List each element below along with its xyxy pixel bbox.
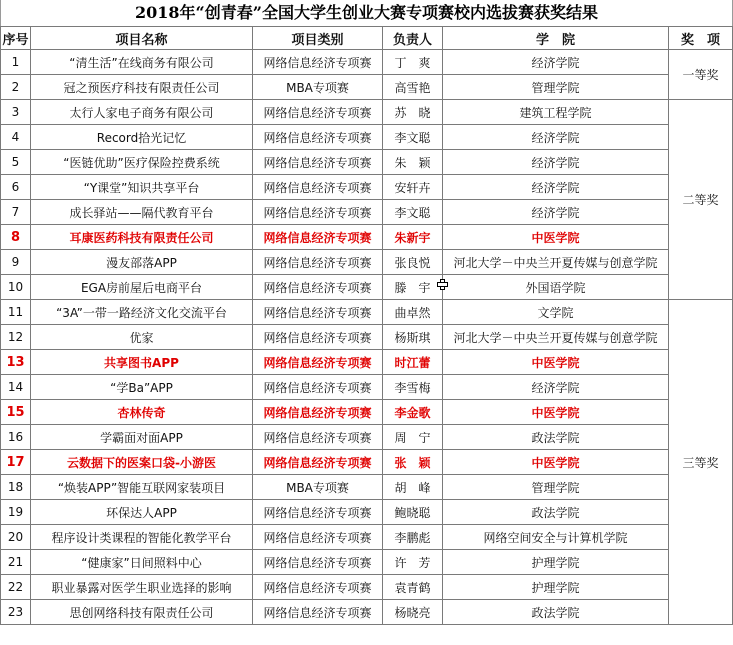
table-row	[1, 400, 733, 425]
header-idx[interactable]: 序号	[1, 27, 31, 50]
college-cell[interactable]: 中医学院	[443, 225, 669, 250]
project-name-cell[interactable]: 程序设计类课程的智能化教学平台	[31, 525, 253, 550]
leader-cell[interactable]: 胡 峰	[383, 475, 443, 500]
project-name-cell[interactable]: “健康家”日间照料中心	[31, 550, 253, 575]
header-project[interactable]: 项目名称	[31, 27, 253, 50]
project-name-cell[interactable]: “3A”一带一路经济文化交流平台	[31, 300, 253, 325]
table-row	[1, 50, 733, 75]
idx-cell[interactable]: 11	[1, 300, 31, 325]
idx-cell[interactable]: 6	[1, 175, 31, 200]
table-row	[1, 300, 733, 325]
project-name-cell[interactable]: “焕装APP”智能互联网家装项目	[31, 475, 253, 500]
college-cell[interactable]: 经济学院	[443, 150, 669, 175]
table-row	[1, 550, 733, 575]
idx-cell[interactable]: 7	[1, 200, 31, 225]
category-cell[interactable]: MBA专项赛	[253, 75, 383, 100]
table-row	[1, 525, 733, 550]
category-cell[interactable]: 网络信息经济专项赛	[253, 325, 383, 350]
college-cell[interactable]: 中医学院	[443, 350, 669, 375]
college-cell[interactable]: 经济学院	[443, 375, 669, 400]
project-name-cell[interactable]: 环保达人APP	[31, 500, 253, 525]
leader-cell[interactable]: 滕 宇	[383, 275, 443, 300]
table-row	[1, 150, 733, 175]
project-name-cell[interactable]: 共享图书APP	[31, 350, 253, 375]
project-name-cell[interactable]: “医链优助”医疗保险控费系统	[31, 150, 253, 175]
category-cell[interactable]: 网络信息经济专项赛	[253, 250, 383, 275]
college-cell[interactable]: 政法学院	[443, 600, 669, 625]
category-cell[interactable]: 网络信息经济专项赛	[253, 425, 383, 450]
college-cell[interactable]: 管理学院	[443, 75, 669, 100]
idx-cell[interactable]: 2	[1, 75, 31, 100]
project-name-cell[interactable]: 漫友部落APP	[31, 250, 253, 275]
header-category[interactable]: 项目类别	[253, 27, 383, 50]
category-cell[interactable]: 网络信息经济专项赛	[253, 275, 383, 300]
idx-cell[interactable]: 19	[1, 500, 31, 525]
category-cell[interactable]: 网络信息经济专项赛	[253, 300, 383, 325]
category-cell[interactable]: 网络信息经济专项赛	[253, 50, 383, 75]
leader-cell[interactable]: 袁青鹤	[383, 575, 443, 600]
project-name-cell[interactable]: 成长驿站——隔代教育平台	[31, 200, 253, 225]
table-row	[1, 225, 733, 250]
results-table	[0, 26, 733, 625]
project-name-cell[interactable]: “学Ba”APP	[31, 375, 253, 400]
category-cell[interactable]: 网络信息经济专项赛	[253, 575, 383, 600]
leader-cell[interactable]: 杨晓亮	[383, 600, 443, 625]
college-cell[interactable]: 外国语学院	[443, 275, 669, 300]
table-row	[1, 600, 733, 625]
college-cell[interactable]: 经济学院	[443, 125, 669, 150]
leader-cell[interactable]: 时江蕾	[383, 350, 443, 375]
college-cell[interactable]: 经济学院	[443, 175, 669, 200]
header-award[interactable]: 奖 项	[669, 27, 733, 50]
category-cell[interactable]: MBA专项赛	[253, 475, 383, 500]
college-cell[interactable]: 护理学院	[443, 550, 669, 575]
table-row	[1, 500, 733, 525]
leader-cell[interactable]: 杨斯琪	[383, 325, 443, 350]
leader-cell[interactable]: 李鹏彪	[383, 525, 443, 550]
category-cell[interactable]: 网络信息经济专项赛	[253, 350, 383, 375]
college-cell[interactable]: 建筑工程学院	[443, 100, 669, 125]
leader-cell[interactable]: 苏 晓	[383, 100, 443, 125]
table-row	[1, 75, 733, 100]
idx-cell[interactable]: 22	[1, 575, 31, 600]
category-cell[interactable]: 网络信息经济专项赛	[253, 375, 383, 400]
college-cell[interactable]: 政法学院	[443, 500, 669, 525]
header-college[interactable]: 学 院	[443, 27, 669, 50]
cell-cursor-icon	[437, 279, 448, 290]
project-name-cell[interactable]: 太行人家电子商务有限公司	[31, 100, 253, 125]
idx-cell[interactable]: 21	[1, 550, 31, 575]
college-cell[interactable]: 河北大学－中央兰开夏传媒与创意学院	[443, 250, 669, 275]
leader-cell[interactable]: 李雪梅	[383, 375, 443, 400]
college-cell[interactable]: 护理学院	[443, 575, 669, 600]
idx-cell[interactable]: 17	[1, 450, 31, 475]
idx-cell[interactable]: 23	[1, 600, 31, 625]
award-cell[interactable]: 二等奖	[669, 100, 733, 300]
table-row	[1, 175, 733, 200]
leader-cell[interactable]: 朱新宇	[383, 225, 443, 250]
project-name-cell[interactable]: 杏林传奇	[31, 400, 253, 425]
leader-cell[interactable]: 张良悦	[383, 250, 443, 275]
category-cell[interactable]: 网络信息经济专项赛	[253, 125, 383, 150]
table-row	[1, 200, 733, 225]
college-cell[interactable]: 河北大学－中央兰开夏传媒与创意学院	[443, 325, 669, 350]
idx-cell[interactable]: 3	[1, 100, 31, 125]
college-cell[interactable]: 网络空间安全与计算机学院	[443, 525, 669, 550]
award-cell[interactable]: 一等奖	[669, 50, 733, 100]
project-name-cell[interactable]: 耳康医药科技有限责任公司	[31, 225, 253, 250]
idx-cell[interactable]: 1	[1, 50, 31, 75]
leader-cell[interactable]: 张 颖	[383, 450, 443, 475]
category-cell[interactable]: 网络信息经济专项赛	[253, 550, 383, 575]
project-name-cell[interactable]: 学霸面对面APP	[31, 425, 253, 450]
leader-cell[interactable]: 周 宁	[383, 425, 443, 450]
category-cell[interactable]: 网络信息经济专项赛	[253, 200, 383, 225]
table-row	[1, 100, 733, 125]
table-row	[1, 575, 733, 600]
leader-cell[interactable]: 李文聪	[383, 200, 443, 225]
college-cell[interactable]: 中医学院	[443, 400, 669, 425]
leader-cell[interactable]: 曲卓然	[383, 300, 443, 325]
category-cell[interactable]: 网络信息经济专项赛	[253, 450, 383, 475]
idx-cell[interactable]: 9	[1, 250, 31, 275]
project-name-cell[interactable]: “清生活”在线商务有限公司	[31, 50, 253, 75]
header-leader[interactable]: 负责人	[383, 27, 443, 50]
category-cell[interactable]: 网络信息经济专项赛	[253, 525, 383, 550]
college-cell[interactable]: 中医学院	[443, 450, 669, 475]
project-name-cell[interactable]: 职业暴露对医学生职业选择的影响	[31, 575, 253, 600]
table-row	[1, 375, 733, 400]
category-cell[interactable]: 网络信息经济专项赛	[253, 100, 383, 125]
college-cell[interactable]: 经济学院	[443, 200, 669, 225]
table-row	[1, 475, 733, 500]
leader-cell[interactable]: 安轩卉	[383, 175, 443, 200]
category-cell[interactable]: 网络信息经济专项赛	[253, 150, 383, 175]
table-row	[1, 275, 733, 300]
category-cell[interactable]: 网络信息经济专项赛	[253, 400, 383, 425]
table-row	[1, 325, 733, 350]
idx-cell[interactable]: 13	[1, 350, 31, 375]
leader-cell[interactable]: 李文聪	[383, 125, 443, 150]
project-name-cell[interactable]: “Y课堂”知识共享平台	[31, 175, 253, 200]
leader-cell[interactable]: 李金歌	[383, 400, 443, 425]
idx-cell[interactable]: 20	[1, 525, 31, 550]
college-cell[interactable]: 政法学院	[443, 425, 669, 450]
college-cell[interactable]: 文学院	[443, 300, 669, 325]
project-name-cell[interactable]: 思创网络科技有限责任公司	[31, 600, 253, 625]
leader-cell[interactable]: 丁 爽	[383, 50, 443, 75]
idx-cell[interactable]: 16	[1, 425, 31, 450]
idx-cell[interactable]: 10	[1, 275, 31, 300]
college-cell[interactable]: 经济学院	[443, 50, 669, 75]
leader-cell[interactable]: 高雪艳	[383, 75, 443, 100]
project-name-cell[interactable]: 云数据下的医案口袋-小游医	[31, 450, 253, 475]
idx-cell[interactable]: 18	[1, 475, 31, 500]
project-name-cell[interactable]: 优家	[31, 325, 253, 350]
idx-cell[interactable]: 15	[1, 400, 31, 425]
idx-cell[interactable]: 5	[1, 150, 31, 175]
sheet-title: 2018年“创青春”全国大学生创业大赛专项赛校内选拔赛获奖结果	[0, 0, 733, 26]
category-cell[interactable]: 网络信息经济专项赛	[253, 600, 383, 625]
leader-cell[interactable]: 鲍晓聪	[383, 500, 443, 525]
header-row	[1, 27, 733, 50]
award-cell[interactable]: 三等奖	[669, 300, 733, 625]
category-cell[interactable]: 网络信息经济专项赛	[253, 175, 383, 200]
college-cell[interactable]: 管理学院	[443, 475, 669, 500]
table-body	[1, 50, 733, 625]
table-row	[1, 425, 733, 450]
idx-cell[interactable]: 4	[1, 125, 31, 150]
table-row	[1, 350, 733, 375]
project-name-cell[interactable]: Record拾光记忆	[31, 125, 253, 150]
idx-cell[interactable]: 14	[1, 375, 31, 400]
table-row	[1, 450, 733, 475]
table-row	[1, 125, 733, 150]
leader-cell[interactable]: 许 芳	[383, 550, 443, 575]
category-cell[interactable]: 网络信息经济专项赛	[253, 500, 383, 525]
idx-cell[interactable]: 8	[1, 225, 31, 250]
project-name-cell[interactable]: EGA房前屋后电商平台	[31, 275, 253, 300]
idx-cell[interactable]: 12	[1, 325, 31, 350]
leader-cell[interactable]: 朱 颖	[383, 150, 443, 175]
table-row	[1, 250, 733, 275]
project-name-cell[interactable]: 冠之预医疗科技有限责任公司	[31, 75, 253, 100]
category-cell[interactable]: 网络信息经济专项赛	[253, 225, 383, 250]
